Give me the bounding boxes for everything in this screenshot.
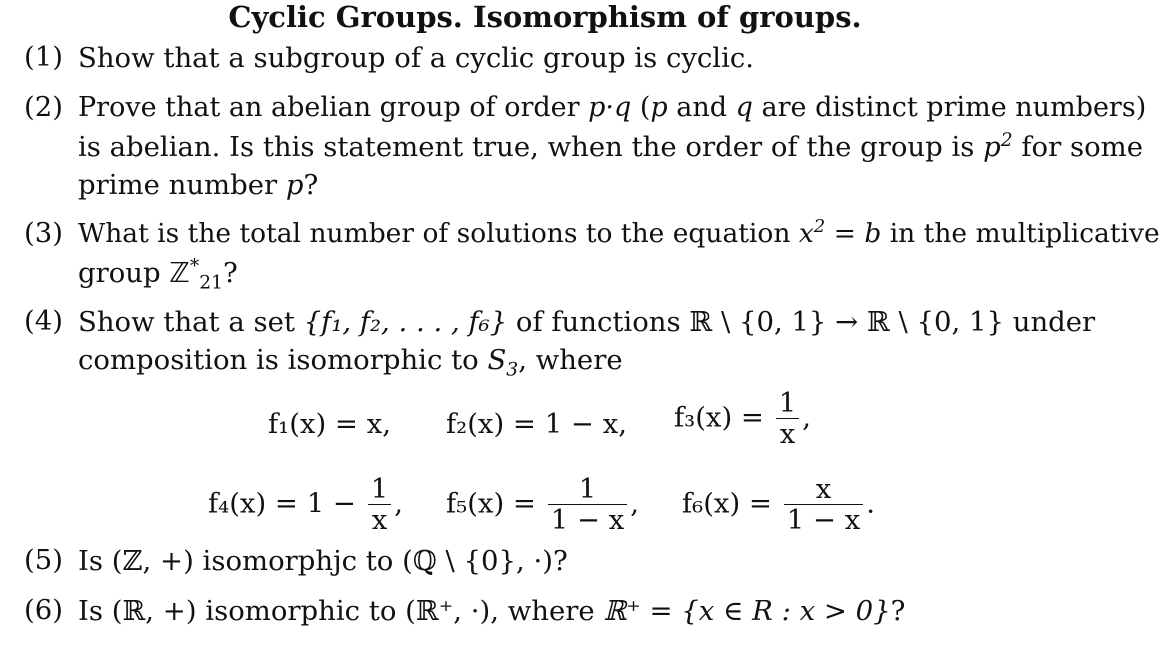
math-p-squared (983, 131, 1013, 163)
text: ? (222, 257, 238, 289)
problem-line (78, 217, 1160, 251)
math-p: p (285, 169, 304, 201)
lhs: f₃(x) = (674, 401, 764, 434)
problem-number: (3) (24, 217, 63, 249)
math-rplus-dot: ℝ⁺, · (415, 595, 480, 627)
text: are distinct prime numbers) (752, 92, 1147, 123)
numerator: 1 (370, 473, 389, 505)
numerator: x (815, 473, 832, 505)
text: ) isomorphic to ( (185, 595, 416, 627)
subscript: 21 (199, 272, 223, 294)
lhs: f₄(x) = 1 − (208, 487, 356, 520)
text: Show that a set (78, 306, 304, 338)
text: is abelian. Is this statement true, when the order of the group is (78, 131, 984, 163)
problem-line (78, 255, 238, 294)
base: ℤ (169, 257, 190, 289)
lhs: f₅(x) = (446, 487, 536, 520)
math-function-set: {f₁, f₂, . . . , f₆} (303, 306, 508, 338)
problem-line (78, 343, 623, 381)
problem-line (78, 305, 1095, 339)
problem-number: (5) (24, 544, 63, 576)
problem-number: (2) (24, 91, 63, 123)
base: x (798, 218, 814, 249)
exponent: 2 (1000, 129, 1013, 151)
punctuation: , (802, 401, 811, 434)
lhs: f₆(x) = (682, 487, 772, 520)
page-title: Cyclic Groups. Isomorphism of groups. (228, 0, 862, 34)
math-z-plus: ℤ, + (122, 545, 184, 577)
base: p (983, 131, 1001, 163)
exponent: 2 (813, 216, 826, 238)
math-function-map: ℝ \ {0, 1} → ℝ \ {0, 1} (689, 306, 1005, 338)
problem-line (78, 544, 568, 578)
math-rplus-definition: ℝ⁺ = {x ∈ R : x > 0} (603, 595, 891, 627)
punctuation: . (866, 487, 875, 520)
punctuation: , (630, 487, 639, 520)
problem-number: (4) (24, 305, 63, 337)
numerator: 1 (578, 473, 597, 505)
math-p: p (650, 92, 668, 123)
denominator: x (368, 504, 392, 535)
problem-text: Show that a subgroup of a cyclic group is cyclic. (78, 42, 755, 74)
equation-f4 (208, 474, 403, 536)
text: Is ( (78, 545, 123, 577)
text: Is ( (78, 595, 123, 627)
denominator: 1 − x (784, 504, 864, 535)
text: ( (631, 92, 651, 123)
math-equation (799, 218, 881, 249)
denominator: 1 − x (548, 504, 628, 535)
math-r-plus: ℝ, + (122, 595, 186, 627)
problem-number: (6) (24, 594, 63, 626)
text: What is the total number of solutions to the equation (78, 218, 799, 249)
base: S (487, 344, 507, 376)
problem-line (78, 130, 1143, 164)
text: in the multiplicative (881, 218, 1160, 249)
text: for some (1012, 131, 1144, 163)
text: prime number (78, 169, 286, 201)
numerator: 1 (778, 387, 797, 419)
fraction (368, 474, 392, 536)
problem-line (78, 168, 318, 202)
text: group (78, 257, 170, 289)
text: of functions (507, 306, 690, 338)
text: ? (890, 595, 906, 627)
text: , where (518, 344, 623, 376)
problem-line (78, 594, 905, 628)
superscript: * (189, 255, 200, 277)
text: ? (303, 169, 319, 201)
text: ), where (479, 595, 604, 627)
text: and (667, 92, 736, 123)
fraction (776, 388, 800, 450)
denominator: x (776, 418, 800, 449)
fraction (784, 474, 864, 536)
text: Prove that an abelian group of order (78, 92, 589, 123)
math-q-star: ℚ \ {0}, · (412, 545, 543, 577)
equation-f3 (674, 388, 811, 450)
equation-f5 (446, 474, 639, 536)
math-z21-star (169, 255, 223, 294)
text: ) isomorphjc to ( (183, 545, 413, 577)
equation-f6 (682, 474, 875, 536)
math-q: q (735, 92, 753, 123)
text: composition is isomorphic to (78, 344, 488, 376)
fraction (548, 474, 628, 536)
math-s3 (487, 344, 519, 381)
text: under (1004, 306, 1096, 338)
subscript: 3 (506, 359, 519, 381)
text: )? (542, 545, 568, 577)
problem-number: (1) (24, 41, 63, 73)
problem-line (78, 91, 1146, 125)
punctuation: , (394, 487, 403, 520)
math-pq: p·q (588, 92, 632, 123)
equation-f2: f₂(x) = 1 − x, (446, 408, 627, 440)
equation-f1: f₁(x) = x, (268, 408, 391, 440)
rest: = b (825, 218, 882, 249)
